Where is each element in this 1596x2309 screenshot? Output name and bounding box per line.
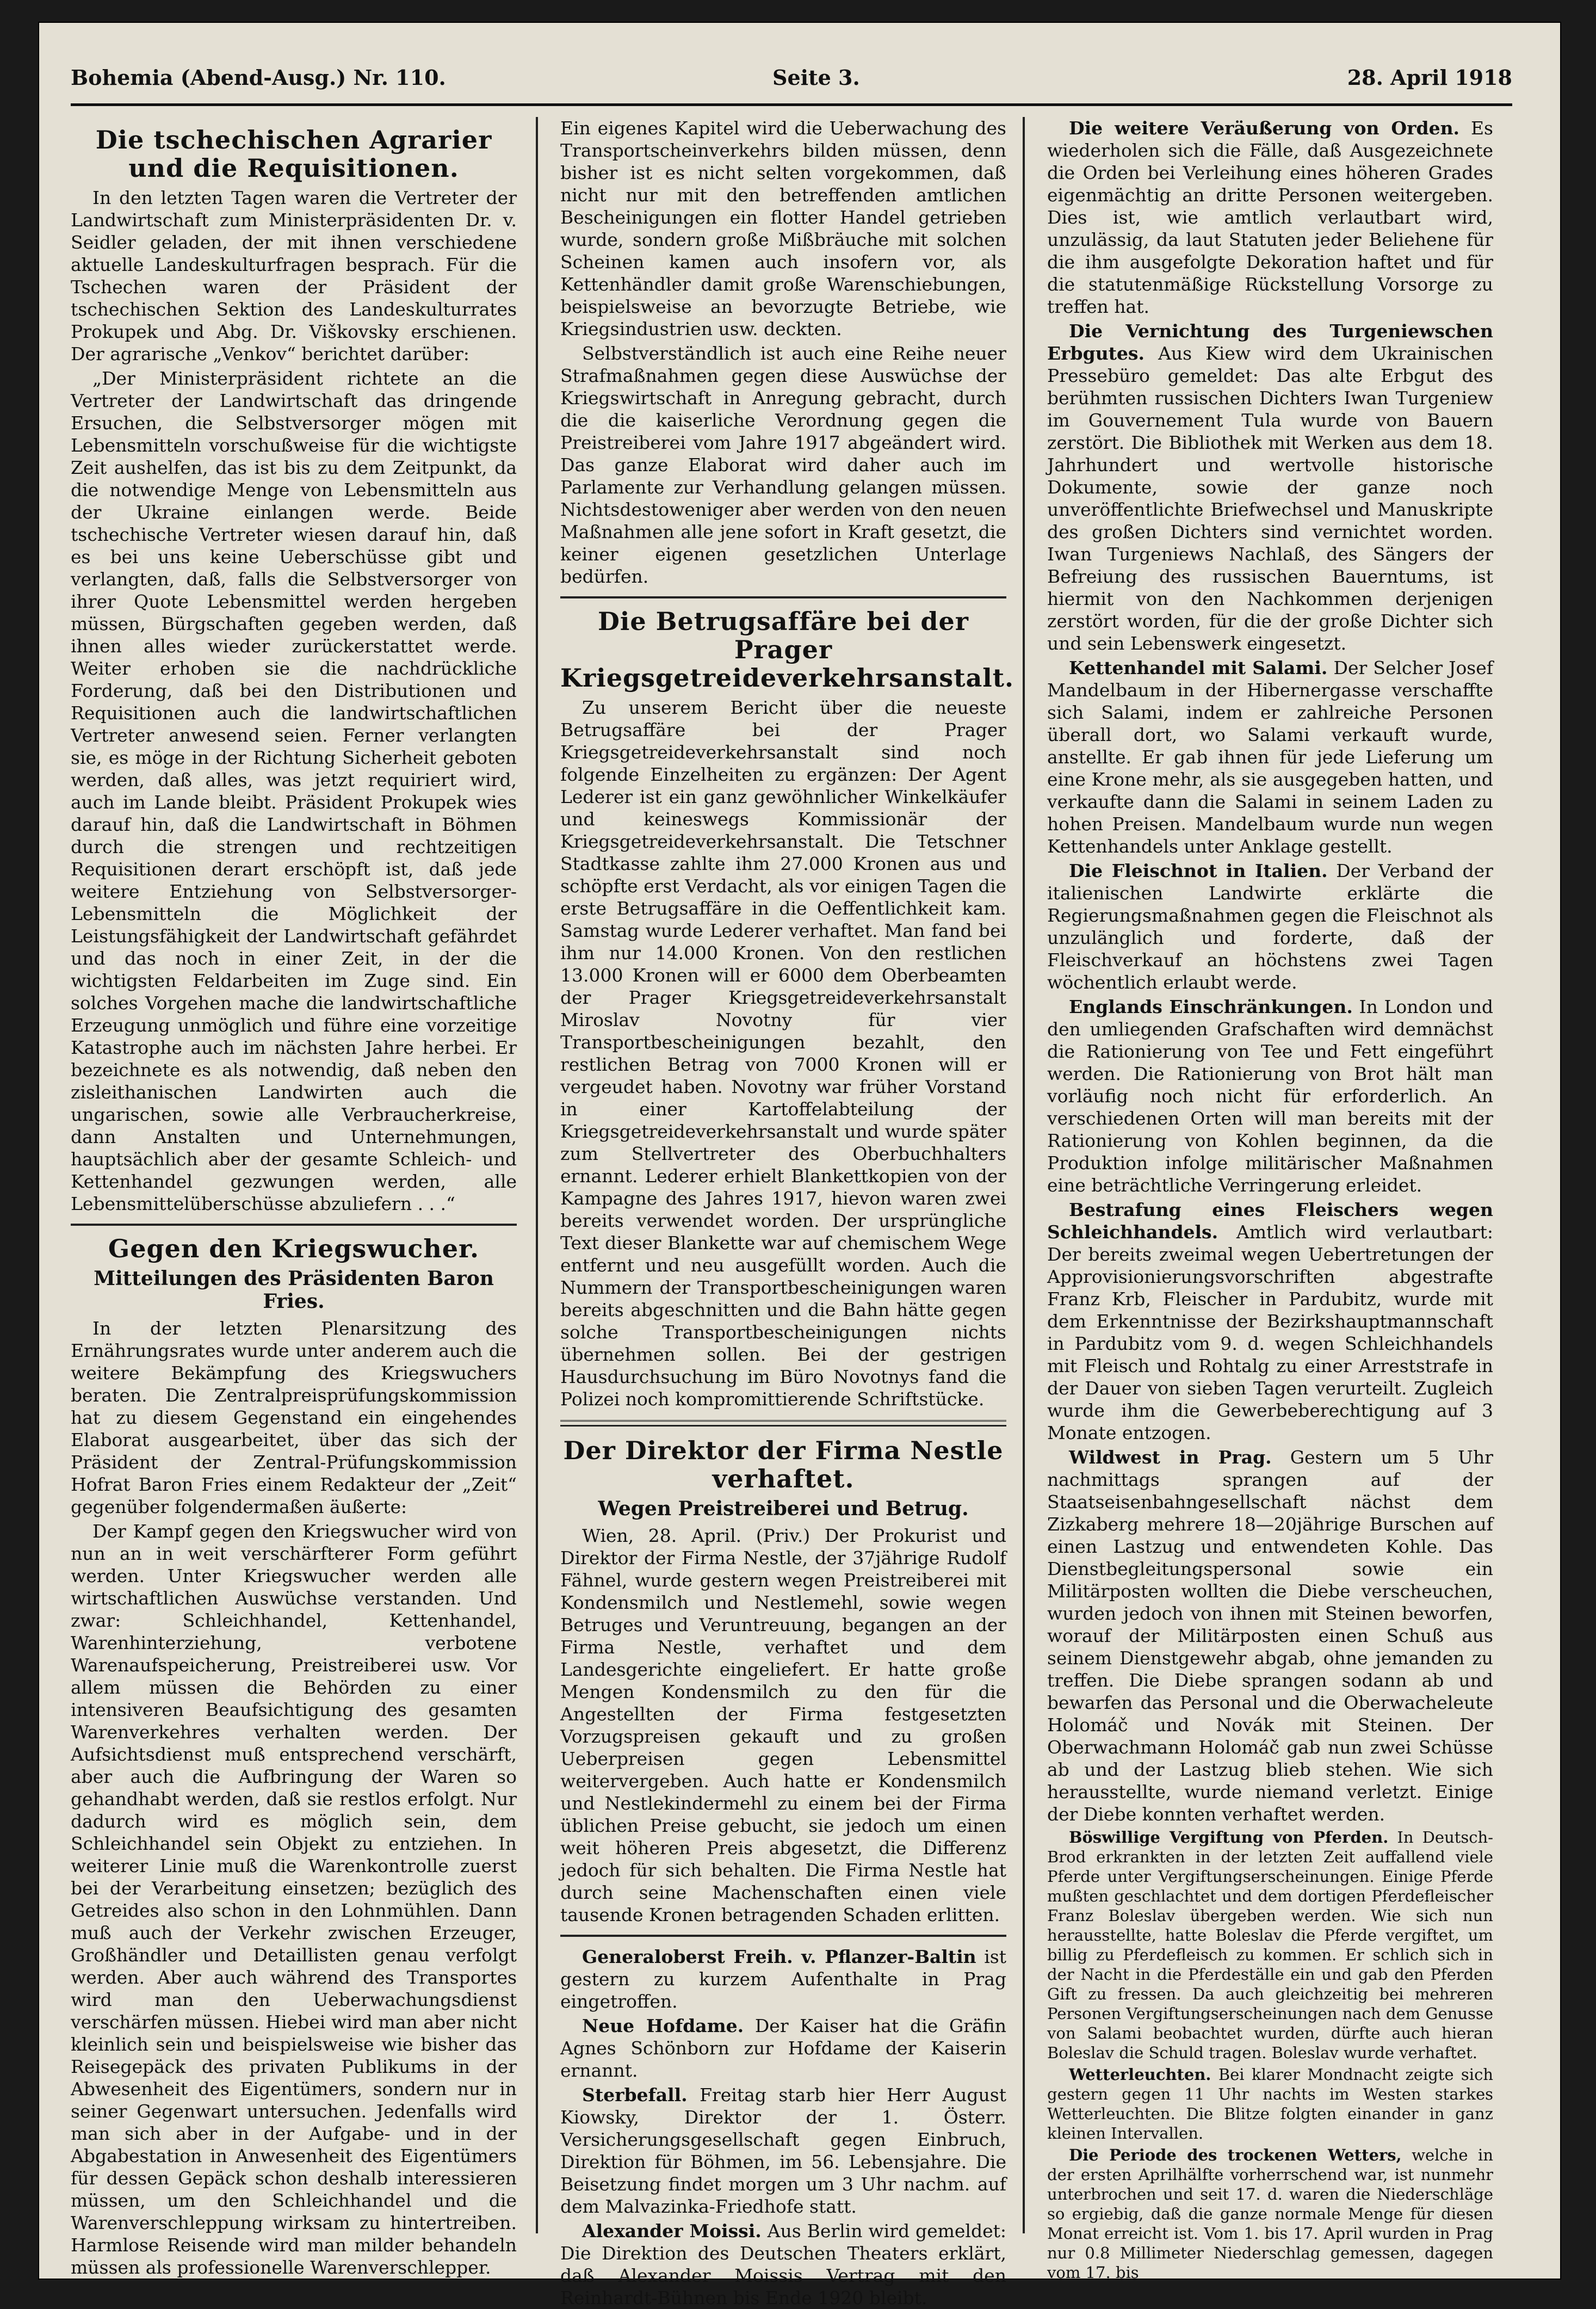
brief-item (560, 2084, 1006, 2218)
news-item-text: In London und den umliegenden Grafschaften wird demnächst die Rationierung von Tee und Fett eingeführt werden. Die Rationierung von Brot hält man vorläufig noch nicht für erforderlich. An verschiedenen Orten will man bereits mit der Rationierung von Kohlen beginnen, da die Produktion infolge militärischer Maßnahmen eine beträchtliche Verringerung erleidet. (1047, 996, 1493, 1196)
article-paragraph: Selbstverständlich ist auch eine Reihe neuer Strafmaßnahmen gegen diese Auswüchse der Kriegswirtschaft in Anregung gebracht, durch die die kaiserliche Verordnung gegen die Preistreiberei vom Jahre 1917 abgeändert wird. Das ganze Elaborat wird daher auch im Parlamente zur Verhandlung gelangen müssen. Nichtsdestoweniger aber werden von den neuen Maßnahmen alle jene sofort in Kraft gesetzt, die keiner eigenen gesetzlichen Unterlage bedürfen. (560, 343, 1006, 587)
news-item-title: Wildwest in Prag. (1069, 1447, 1272, 1468)
news-item-text: In Deutsch-Brod erkrankten in der letzten Zeit auffallend viele Pferde unter Vergiftungserscheinungen. Einige Pferde mußten geschlachtet und dem dortigen Pferdefleischer Franz Boleslav übergeben werden. Wie sich nun herausstellte, hatte Boleslav die Pferde vergiftet, um billig zu Pferdefleisch zu kommen. Er schlich sich in der Nacht in die Pferdeställe ein und gab den Pferden Gift zu fressen. Da auch gleichzeitig bei mehreren Personen Vergiftungserscheinungen nach dem Genusse von Salami beobachtet wurden, dürfte auch hieran Boleslav die Schuld tragen. Boleslav wurde verhaftet. (1047, 1828, 1494, 2062)
article-paragraph: In den letzten Tagen waren die Vertreter der Landwirtschaft zum Ministerpräsidenten Dr. v. Seidler geladen, der mit ihnen verschiedene aktuelle Landeskulturfragen besprach. Für die Tschechen waren der Präsident der tschechischen Sektion des Landeskulturrates Prokupek und Abg. Dr. Viškovsky erschienen. Der agrarische „Venkov“ berichtet darüber: (71, 187, 517, 365)
article-paragraph: Ein eigenes Kapitel wird die Ueberwachung des Transportscheinverkehrs bilden müssen, denn bisher ist es nicht selten vorgekommen, daß nicht nur mit den betreffenden amtlichen Bescheinigungen ein flotter Handel getrieben wurde, sondern große Mißbräuche mit solchen Scheinen kamen auch insofern vor, als Kettenhändler damit große Warenschiebungen, beispielsweise an bevorzugte Betriebe, wie Kriegsindustrien usw. deckten. (560, 118, 1006, 339)
news-item-text: Der Verband der italienischen Landwirte erklärte die Regierungsmaßnahmen gegen die Fleischnot als unzulänglich und forderte, daß der Fleischverkauf an höchstens zwei Tagen wöchentlich erlaubt werde. (1047, 860, 1493, 993)
brief-text: Freitag starb hier Herr August Kiowsky, Direktor der 1. Österr. Versicherungsgesellschaft gegen Einbruch, Direktion für Böhmen, im 56. Lebensjahre. Die Beisetzung findet morgen um 3 Uhr nachm. auf dem Malvazinka-Friedhofe statt. (560, 2084, 1006, 2217)
article-title: Der Direktor der Firma Nestle verhaftet. (563, 1436, 1004, 1493)
news-item-title: Wetterleuchten. (1069, 2065, 1211, 2084)
news-item-text: Bei klarer Mondnacht zeigte sich gestern gegen 11 Uhr nachts im Westen starkes Wetterleuchten. Die Blitze folgten einander in ganz kleinen Intervallen. (1047, 2065, 1493, 2143)
article-title: Die tschechischen Agrarier und die Requisitionen. (95, 125, 492, 183)
news-item-title: Die Vernichtung des Turgeniewschen Erbgutes. (1047, 320, 1493, 364)
brief-item (560, 2015, 1006, 2082)
column-2 (560, 117, 1014, 2308)
news-item-small (1047, 2065, 1493, 2143)
article-paragraph: Wien, 28. April. (Priv.) Der Prokurist und Direktor der Firma Nestle, der 37jährige Rudolf Fähnel, wurde gestern wegen Preistreiberei mit Kondensmilch und Nestlemehl, sowie wegen Betruges und Veruntreuung, begangen an der Firma Nestle, verhaftet und dem Landesgerichte eingeliefert. Er hatte große Mengen Kondensmilch zu den für die Angestellten der Firma festgesetzten Vorzugspreisen gekauft und zu großen Ueberpreisen gegen Lebensmittel weitervergeben. Auch hatte er Kondensmilch und Nestlekindermehl zu einem bei der Firma üblichen Preise gebucht, sie jedoch um einen weit höheren Preis abgesetzt, die Differenz jedoch für sich behalten. Die Firma Nestle hat durch seine Machenschaften einen viele tausende Kronen betragenden Schaden erlitten. (560, 1525, 1006, 1925)
article-title: Die Betrugsaffäre bei der Prager Kriegsgetreideverkehrsanstalt. (560, 607, 1014, 693)
news-item-text: Gestern um 5 Uhr nachmittags sprangen auf der Staatseisenbahngesellschaft nächst dem Zizkaberg mehrere 18—20jährige Burschen auf einen Lastzug und entwendeten Kohle. Das Dienstbegleitungspersonal sowie ein Militärposten wollten die Diebe verscheuchen, wurden jedoch von ihnen mit Steinen beworfen, worauf der Militärposten einen Schuß aus seinem Dienstgewehr abgab, ohne jemanden zu treffen. Die Diebe sprangen sodann ab und bewarfen das Personal und die Oberwacheleute Holomáč und Novák mit Steinen. Der Oberwachmann Holomáč gab nun zwei Schüsse ab und der Lastzug blieb stehen. Wie sich herausstellte, wurde niemand verletzt. Einige der Diebe konnten verhaftet werden. (1047, 1447, 1493, 1825)
news-item-text: Der Selcher Josef Mandelbaum in der Hibernergasse verschaffte sich Salami, indem er zahlreiche Personen überall dort, wo Salami verkauft wurde, anstellte. Er gab ihnen für jede Lieferung um eine Krone mehr, als sie ausgegeben hatten, und verkaufte dann die Salami in seinem Laden zu hohen Preisen. Mandelbaum wurde nun wegen Kettenhandels unter Anklage gestellt. (1047, 657, 1493, 857)
article-paragraph: Der Kampf gegen den Kriegswucher wird von nun an in weit verschärfterer Form geführt werden. Unter Kriegswucher werden alle wirtschaftlichen Auswüchse verstanden. Und zwar: Schleichhandel, Kettenhandel, Warenhinterziehung, verbotene Warenaufspeicherung, Preistreiberei usw. Vor allem müssen die Behörden zu einer intensiveren Beaufsichtigung des gesamten Warenverkehres verhalten werden. Der Aufsichtsdienst muß entsprechend verschärft, aber auch die Aufbringung der Waren so gehandhabt werden, daß sie restlos erfolgt. Nur dadurch wird es möglich sein, dem Schleichhandel sein Objekt zu entziehen. In weiterer Linie muß die Warenkontrolle zuerst bei der Verarbeitung einsetzen; bezüglich des Getreides also schon in den Lohnmühlen. Dann muß auch der Verkehr zwischen Erzeuger, Großhändler und Detaillisten genau verfolgt werden. Aber auch während des Transportes wird man den Ueberwachungsdienst verschärfen müssen. Hiebei wird man aber nicht kleinlich sein und beispielsweise wie bisher das Reisegepäck des privaten Publikums in der Abwesenheit des Eigentümers, sondern nur in seiner Gegenwart untersuchen. Jedenfalls wird man sich aber in der Aufgabe- und in der Abgabestation in Anwesenheit des Eigentümers für dessen Gepäck schon deshalb interessieren müssen, um den Schleichhandel und die Warenverschleppung wirksam zu hintertreiben. Harmlose Reisende wird man milder behandeln müssen als professionelle Warenverschlepper. (71, 1521, 517, 2278)
news-item-text: Es wiederholen sich die Fälle, daß Ausgezeichnete die Orden bei Verleihung eines höheren Grades eigenmächtig an dritte Personen weitergeben. Dies ist, wie amtlich verlautbart wird, unzulässig, da laut Statuten jeder Beliehene für die ihm ausgefolgte Dekoration haftet und für die statutenmäßige Rückstellung Vorsorge zu treffen hat. (1047, 118, 1493, 317)
brief-item (560, 2220, 1006, 2309)
article-divider (71, 1224, 517, 1226)
news-item (1047, 1446, 1493, 1825)
news-item-title: Kettenhandel mit Salami. (1069, 657, 1328, 678)
brief-title: Sterbefall. (582, 2084, 688, 2106)
issue-date: 28. April 1918 (1347, 65, 1512, 90)
article-subtitle: Mitteilungen des Präsidenten Baron Fries. (94, 1267, 494, 1313)
news-item-text: Aus Kiew wird dem Ukrainischen Pressebüro gemeldet: Das alte Erbgut des berühmten russischen Dichters Iwan Turgeniew im Gouvernement Tula wurde von Bauern zerstört. Die Bibliothek mit Werken aus dem 18. Jahrhundert und wertvolle historische Dokumente, sowie der ganze noch unveröffentlichte Briefwechsel und Manuskripte des großen Dichters sind vernichtet worden. Iwan Turgeniews Nachlaß, des Sängers der Befreiung des russischen Bauerntums, ist hiermit von den Nachkommen derjenigen zerstört worden, für die der große Dichter sich und sein Lebenswerk eingesetzt. (1047, 343, 1493, 654)
brief-text: ist gestern zu kurzem Aufenthalte in Prag eingetroffen. (560, 1946, 1006, 2012)
page-header (71, 54, 1512, 98)
brief-title: Neue Hofdame. (582, 2015, 744, 2036)
news-item (1047, 657, 1493, 857)
news-item-title: Böswillige Vergiftung von Pferden. (1069, 1828, 1389, 1847)
article-paragraph: In der letzten Plenarsitzung des Ernährungsrates wurde unter anderem auch die weitere Bekämpfung des Kriegswuchers beraten. Die Zentralpreisprüfungskommission hat zu diesem Gegenstand ein eingehendes Elaborat ausgearbeitet, über das sich der Präsident der Zentral-Prüfungskommission Hofrat Baron Fries einem Redakteur der „Zeit“ gegenüber folgendermaßen äußerte: (71, 1318, 517, 1517)
news-item-text: welche in der ersten Aprilhälfte vorherrschend war, ist nunmehr unterbrochen und seit 17. d. waren die Niederschläge so ergiebig, daß die ganze normale Menge für diesen Monat erreicht ist. Vom 1. bis 17. April wurden in Prag nur 0.8 Millimeter Niederschlag gemessen, dagegen vom 17. bis (1047, 2146, 1494, 2282)
column-rule (1023, 117, 1025, 2233)
newspaper-page (38, 22, 1561, 2308)
article-divider (560, 596, 1006, 598)
article-paragraph: „Der Ministerpräsident richtete an die Vertreter der Landwirtschaft das dringende Ersuchen, die Selbstversorger mögen mit Lebensmitteln vorschußweise für die wichtigste Zeit aushelfen, das ist bis zu dem Zeitpunkt, da die notwendige Menge von Lebensmitteln aus der Ukraine einlangen werde. Beide tschechische Vertreter wiesen darauf hin, daß es bei uns keine Ueberschüsse gibt und verlangten, daß, falls die Selbstversorger von ihrer Quote Lebensmittel werden hergeben müssen, Bürgschaften gegeben werden, daß ihnen alles wieder zurückerstattet werde. Weiter erhoben sie die nachdrückliche Forderung, daß bei den Distributionen und Requisitionen auch die landwirtschaftlichen Vertreter anwesend seien. Ferner verlangten sie, es möge in der Richtung Sicherheit geboten werden, daß alles, was jetzt requiriert wird, auch im Lande bleibt. Präsident Prokupek wies darauf hin, daß die Landwirtschaft in Böhmen durch die strengen und rechtzeitigen Requisitionen derart erschöpft ist, daß jede weitere Entziehung von Selbstversorger-Lebensmitteln die Möglichkeit der Leistungsfähigkeit der Landwirtschaft gefährdet und das noch in einer Zeit, in der die wichtigsten Feldarbeiten im Zuge sind. Ein solches Vorgehen mache die landwirtschaftliche Erzeugung unmöglich und führe eine vorzeitige Katastrophe auch im nächsten Jahre herbei. Er bezeichnete es als notwendig, daß neben den zisleithanischen Landwirten auch die ungarischen, sowie alle Verbraucherkreise, dann Anstalten und Unternehmungen, hauptsächlich aber der gesamte Schleich- und Kettenhandel gezwungen werden, alle Lebensmittelüberschüsse abzuliefern . . .“ (71, 368, 517, 1214)
news-item-small (1047, 1828, 1493, 2063)
news-item-title: Englands Einschränkungen. (1069, 996, 1353, 1017)
news-item-title: Die Fleischnot in Italien. (1069, 860, 1328, 881)
news-item-title: Bestrafung eines Fleischers wegen Schleichhandels. (1047, 1199, 1493, 1243)
brief-title: Alexander Moissi. (582, 2220, 762, 2242)
news-item-small (1047, 2145, 1493, 2282)
article-divider (560, 1420, 1006, 1427)
news-item-title: Die Periode des trockenen Wetters, (1069, 2146, 1402, 2164)
news-item-text: Amtlich wird verlautbart: Der bereits zweimal wegen Uebertretungen der Approvisionierungsvorschriften abgestrafte Franz Krb, Fleischer in Pardubitz, wurde mit dem Erkenntnisse der Bezirkshauptmannschaft in Pardubitz vom 9. d. wegen Schleichhandels mit Fleisch und Rohtalg zu einer Arreststrafe in der Dauer von sieben Tagen verurteilt. Zugleich wurde ihm die Gewerbeberechtigung auf 3 Monate entzogen. (1047, 1221, 1493, 1443)
brief-title: Generaloberst Freih. v. Pflanzer-Baltin (582, 1946, 976, 1967)
news-item-title: Die weitere Veräußerung von Orden. (1069, 118, 1460, 139)
header-rule (71, 103, 1512, 106)
masthead-issue: Bohemia (Abend-Ausg.) Nr. 110. (71, 65, 446, 90)
article-title: Gegen den Kriegswucher. (108, 1234, 480, 1263)
column-rule (536, 117, 538, 2233)
brief-item (560, 1946, 1006, 2012)
news-item (1047, 1199, 1493, 1444)
column-1 (71, 117, 517, 2278)
article-divider (560, 1935, 1006, 1937)
article-paragraph: Zu unserem Bericht über die neueste Betrugsaffäre bei der Prager Kriegsgetreideverkehrsanstalt sind noch folgende Einzelheiten zu ergänzen: Der Agent Lederer ist ein ganz gewöhnlicher Winkelkäufer und keineswegs Kommissionär der Kriegsgetreideverkehrsanstalt. Die Tetschner Stadtkasse zahlte ihm 27.000 Kronen aus und schöpfte erst Verdacht, als vor einigen Tagen die erste Betrugsaffäre in die Oeffentlichkeit kam. Samstag wurde Lederer verhaftet. Man fand bei ihm nur 14.000 Kronen. Von den restlichen 13.000 Kronen will er 6000 dem Oberbeamten der Prager Kriegsgetreideverkehrsanstalt Miroslav Novotny für vier Transportbescheinigungen bezahlt, den restlichen Betrag von 7000 Kronen will er vergeudet haben. Novotny war früher Vorstand in einer Kartoffelabteilung der Kriegsgetreideverkehrsanstalt und wurde später zum Stellvertreter des Oberbuchhalters ernannt. Lederer erhielt Blankettkopien von der Kampagne des Jahres 1917, hievon waren zwei bereits verwendet worden. Der ursprüngliche Text dieser Blankette war auf chemischem Wege entfernt und neu ausgefüllt worden. Auch die Nummern der Transportbescheinigungen waren bereits abgeschnitten und die Bahn hätte gegen solche Transportbescheinigungen nichts übernehmen sollen. Bei der gestrigen Hausdurchsuchung im Büro Novotnys fand die Polizei noch kompromittierende Schriftstücke. (560, 697, 1006, 1410)
news-item (1047, 860, 1493, 993)
news-item (1047, 117, 1493, 318)
page-number: Seite 3. (772, 65, 860, 90)
brief-text: Aus Berlin wird gemeldet: Die Direktion des Deutschen Theaters erklärt, daß Alexander Moissis Vertrag mit den Reinhardt-Bühnen bis Ende 1920 bleibt. (560, 2220, 1007, 2308)
article-subtitle: Wegen Preistreiberei und Betrug. (598, 1497, 969, 1520)
column-3 (1047, 117, 1494, 2282)
news-item (1047, 320, 1493, 655)
news-item (1047, 996, 1493, 1196)
brief-text: Der Kaiser hat die Gräfin Agnes Schönborn zur Hofdame der Kaiserin ernannt. (560, 2015, 1006, 2081)
